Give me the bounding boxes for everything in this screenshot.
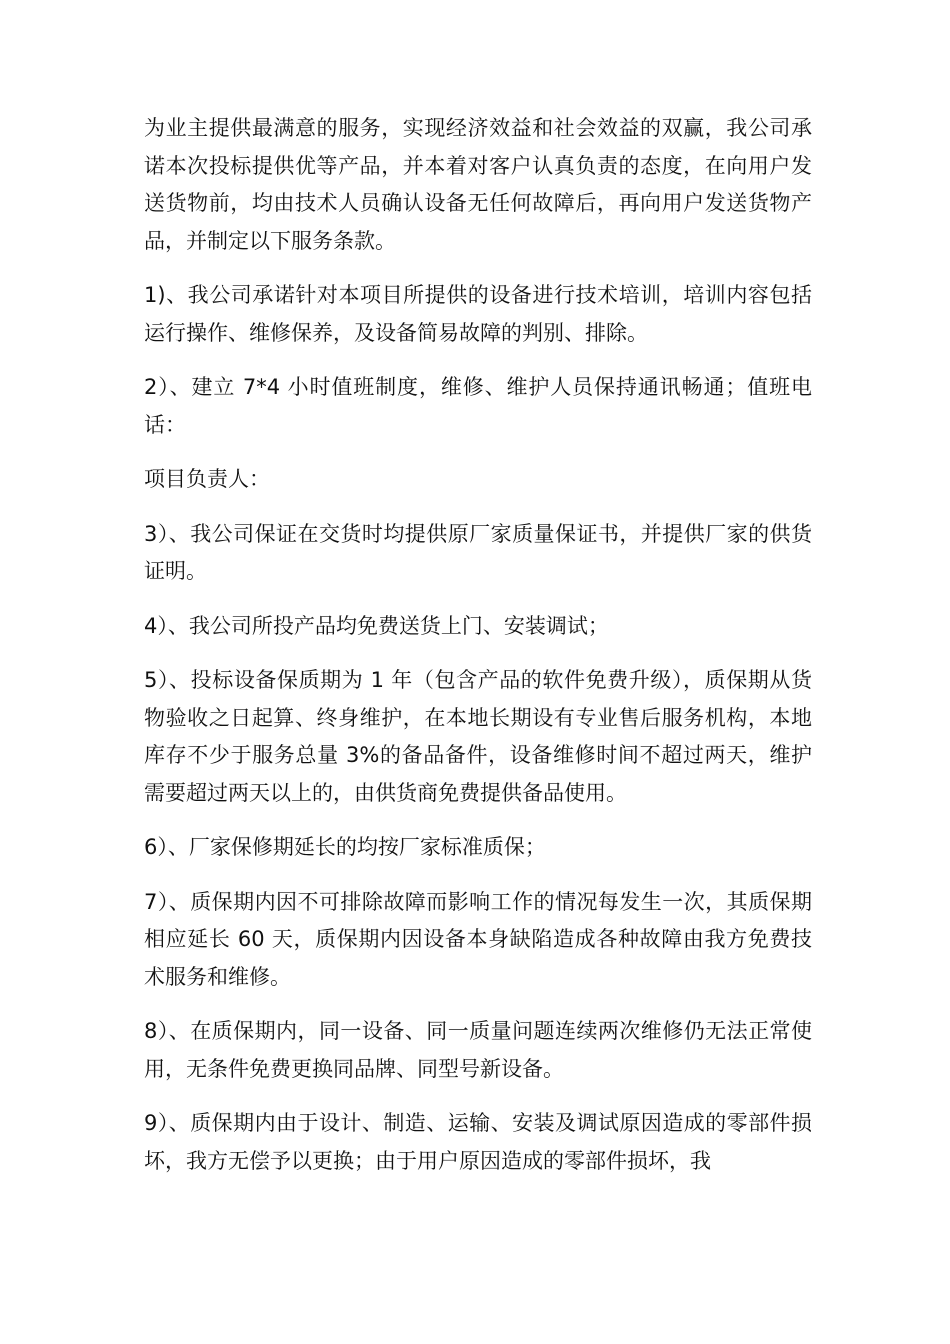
clause-1-paragraph: 1)、我公司承诺针对本项目所提供的设备进行技术培训，培训内容包括运行操作、维修保养，及设备简易故障的判别、排除。 bbox=[144, 283, 812, 345]
clause-3-paragraph: 3）、我公司保证在交货时均提供原厂家质量保证书，并提供厂家的供货证明。 bbox=[144, 521, 812, 583]
clause-9-paragraph: 9）、质保期内由于设计、制造、运输、安装及调试原因造成的零部件损坏，我方无偿予以更换；由于用户原因造成的零部件损坏，我 bbox=[144, 1111, 812, 1173]
clause-7-paragraph: 7）、质保期内因不可排除故障而影响工作的情况每发生一次，其质保期相应延长 60 天，质保期内因设备本身缺陷造成各种故障由我方免费技术服务和维修。 bbox=[144, 889, 812, 989]
clause-2-paragraph: 2）、建立 7*4 小时值班制度，维修、维护人员保持通讯畅通；值班电话： bbox=[144, 375, 812, 437]
intro-paragraph: 为业主提供最满意的服务，实现经济效益和社会效益的双赢，我公司承诺本次投标提供优等产品，并本着对客户认真负责的态度，在向用户发送货物前，均由技术人员确认设备无任何故障后，再向用户发送货物产品，并制定以下服务条款。 bbox=[144, 116, 812, 253]
clause-4-paragraph: 4）、我公司所投产品均免费送货上门、安装调试； bbox=[144, 613, 609, 638]
project-lead-line: 项目负责人： bbox=[144, 467, 270, 491]
clause-5-paragraph: 5）、投标设备保质期为 1 年（包含产品的软件免费升级），质保期从货物验收之日起算、终身维护，在本地长期设有专业售后服务机构，本地库存不少于服务总量 3%的备品备件，设备维修时间不超过两天，维护需要超过两天以上的，由供货商免费提供备品使用。 bbox=[144, 668, 812, 805]
clause-6-paragraph: 6）、厂家保修期延长的均按厂家标准质保； bbox=[144, 835, 546, 859]
clause-8-paragraph: 8）、在质保期内，同一设备、同一质量问题连续两次维修仍无法正常使用，无条件免费更换同品牌、同型号新设备。 bbox=[144, 1019, 812, 1081]
document-body bbox=[144, 110, 812, 1197]
